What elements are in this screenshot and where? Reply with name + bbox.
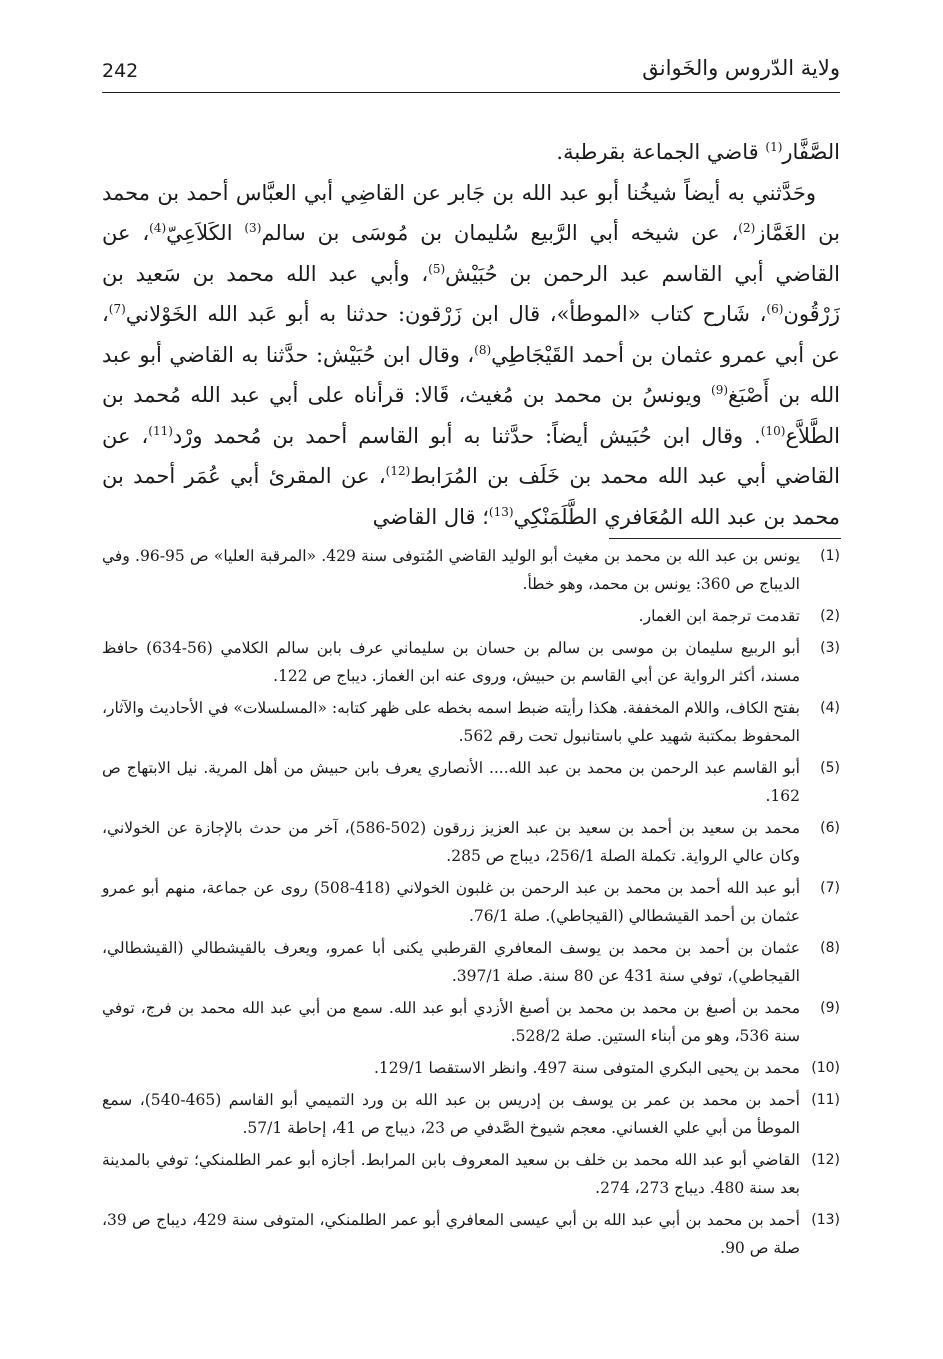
footnote-reference: (12) <box>385 464 411 478</box>
footnote <box>102 1054 840 1082</box>
footnote-text: أبو القاسم عبد الرحمن بن محمد بن عبد الله.... الأنصاري يعرف بابن حبيش من أهل المرية. نيل الابتهاج ص 162. <box>102 759 800 805</box>
footnote-reference: (8) <box>474 342 492 357</box>
footnote-text: محمد بن سعيد بن أحمد بن سعيد بن عبد العزيز زرقون (502-586)، آخر من حدث بالإجازة عن الخولاني، وكان عالي الرواية. تكملة الصلة 256/1، ديباج ص 285. <box>102 819 800 865</box>
footnote-reference: (4) <box>149 221 167 235</box>
footnote-text: أحمد بن محمد بن عمر بن يوسف بن إدريس بن عبد الله بن ورد التميمي أبو القاسم (465-540)، سمع الموطأ من أبي علي الغساني. معجم شيوخ الصَّدفي ص 23، ديباج ص 41، إحاطة 57/1. <box>102 1091 800 1137</box>
footnote <box>102 754 840 810</box>
footnote <box>102 1146 840 1202</box>
footnote-text: أبو عبد الله أحمد بن محمد بن عبد الرحمن بن غلبون الخولاني (418-508) روى عن جماعة، منهم أبو عمرو عثمان بن أحمد القيشطالي (القيجاطي). صلة 76/1. <box>102 879 800 925</box>
footnote-number: (7) <box>820 880 840 896</box>
text-segment: . وقال ابن حُبَيش أيضاً: حدَّثنا به أبو القاسم أحمد بن مُحمد ورْد <box>172 423 761 448</box>
text-segment: قاضي الجماعة بقرطبة. <box>556 140 766 164</box>
main-paragraph <box>102 132 840 173</box>
footnote-text: يونس بن عبد الله بن محمد بن مغيث أبو الوليد القاضي المُتوفى سنة 429. «المرقبة العليا» ص 95-96. وفي الديباج ص 360: يونس بن محمد، وهو خطأ. <box>102 547 800 593</box>
footnote-number: (12) <box>811 1152 840 1168</box>
text-segment: ، عن أبي عمرو عثمان بن أحمد القَيْجَاطِي <box>102 302 840 367</box>
page-header <box>102 52 840 93</box>
footnote <box>102 1206 840 1262</box>
footnote-number: (5) <box>820 760 840 776</box>
footnote-reference: (6) <box>766 302 784 316</box>
main-paragraph <box>102 173 840 538</box>
footnote-reference: (9) <box>711 383 729 397</box>
running-title: ولاية الدّروس والخَوانق <box>642 56 840 80</box>
footnote-separator <box>609 538 841 539</box>
footnote-reference: (3) <box>244 221 262 235</box>
footnote-number: (11) <box>811 1092 840 1108</box>
text-segment: ، وقال ابن حُبَيْش: حدَّثنا به القاضي أبو عبد الله بن أَصْبَغ <box>102 342 840 407</box>
footnote-text: القاضي أبو عبد الله محمد بن خلف بن سعيد المعروف بابن المرابط. أجازه أبو عمر الطلمنكي؛ توفي بالمدينة بعد سنة 480. ديباج 273، 274. <box>102 1151 800 1197</box>
text-segment: ، شَارح كتاب «الموطأ»، قال ابن زَرْقون: حدثنا به أبو عَبد الله الخَوْلاني <box>125 302 767 326</box>
footnote-number: (3) <box>820 640 840 656</box>
footnotes <box>102 542 840 1266</box>
text-segment: الكَلاَعِيّ <box>166 221 245 245</box>
footnote-number: (10) <box>811 1060 840 1076</box>
footnote-text: أحمد بن محمد بن أبي عبد الله بن أبي عيسى المعافري أبو عمر الطلمنكي، المتوفى سنة 429، ديباج ص 39، صلة ص 90. <box>102 1211 800 1257</box>
footnote-reference: (10) <box>760 423 786 438</box>
text-segment: ، عن القاضي أبي القاسم عبد الرحمن بن حُبَيْش <box>102 221 840 286</box>
footnote-number: (9) <box>820 1000 840 1016</box>
text-segment: وحَدَّثني به أيضاً شيخُنا أبو عبد الله بن جَابر عن القاضِي أبي العبَّاس أحمد بن محمد بن الغَمَّاز <box>102 180 840 245</box>
footnote-text: عثمان بن أحمد بن محمد بن يوسف المعافري القرطبي يكنى أبا عمرو، ويعرف بالقيشطالي (القيشطالي، القيجاطي)، توفي سنة 431 عن 80 سنة. صلة 397/1. <box>102 939 800 985</box>
text-segment: ويونسُ بن محمد بن مُغيث، قَالا: قرأناه على أبي عبد الله مُحمد بن الطَّلاَّع <box>102 383 840 448</box>
text-segment: ، عن المقرئ أبي عُمَر أحمد بن محمد بن عبد الله المُعَافري الطَّلَمَنْكِي <box>102 464 840 529</box>
text-segment: الصَّفَّار <box>782 140 840 164</box>
footnote-number: (8) <box>820 940 840 956</box>
text-segment: ، وأبي عبد الله محمد بن سَعيد بن زَرْقُون <box>102 261 840 326</box>
footnote-text: محمد بن يحيى البكري المتوفى سنة 497. وانظر الاستقصا 129/1. <box>373 1059 800 1077</box>
footnote <box>102 542 840 598</box>
footnote <box>102 634 840 690</box>
footnote-number: (4) <box>820 700 840 716</box>
footnote-number: (6) <box>820 820 840 836</box>
footnote-reference: (7) <box>108 302 126 316</box>
main-text <box>102 132 840 537</box>
footnote <box>102 1086 840 1142</box>
footnote-text: بفتح الكاف، واللام المخففة. هكذا رأيته ضبط اسمه بخطه على ظهر كتابه: «المسلسلات» في الأحاديث والآثار، المحفوظ بمكتبة شهيد علي باستانبول تحت رقم 562. <box>102 699 800 745</box>
footnote-reference: (2) <box>738 221 756 235</box>
text-segment: ، عن شيخه أبي الرَّبيع سُليمان بن مُوسَى بن سالم <box>261 221 739 245</box>
footnote <box>102 994 840 1050</box>
footnote <box>102 934 840 990</box>
footnote <box>102 874 840 930</box>
footnote <box>102 814 840 870</box>
footnote-number: (1) <box>820 548 840 564</box>
footnote-text: محمد بن أصبغ بن محمد بن محمد بن أصبغ الأزدي أبو عبد الله. سمع من أبي عبد الله محمد بن فرج، توفي سنة 536، وهو من أبناء الستين. صلة 528/2. <box>102 999 800 1045</box>
footnote-reference: (11) <box>148 423 173 438</box>
footnote-number: (13) <box>811 1212 840 1228</box>
footnote-reference: (13) <box>488 504 514 519</box>
footnote-text: تقدمت ترجمة ابن الغمار. <box>638 607 800 625</box>
footnote <box>102 694 840 750</box>
page-number: 242 <box>102 60 139 82</box>
footnote-text: أبو الربيع سليمان بن موسى بن سالم بن حسان بن سليماني عرف بابن سالم الكلامي (56-634) حافظ مسند، أكثر الرواية عن أبي القاسم بن حبيش، وروى عنه ابن الغماز. ديباج ص 122. <box>102 639 800 685</box>
footnote-number: (2) <box>820 608 840 624</box>
text-segment: ، عن القاضي أبي عبد الله محمد بن خَلَف بن المُرَابط <box>102 423 840 488</box>
footnote <box>102 602 840 630</box>
text-segment: ؛ قال القاضي <box>372 504 489 529</box>
footnote-reference: (1) <box>765 140 783 154</box>
footnote-reference: (5) <box>428 261 446 276</box>
